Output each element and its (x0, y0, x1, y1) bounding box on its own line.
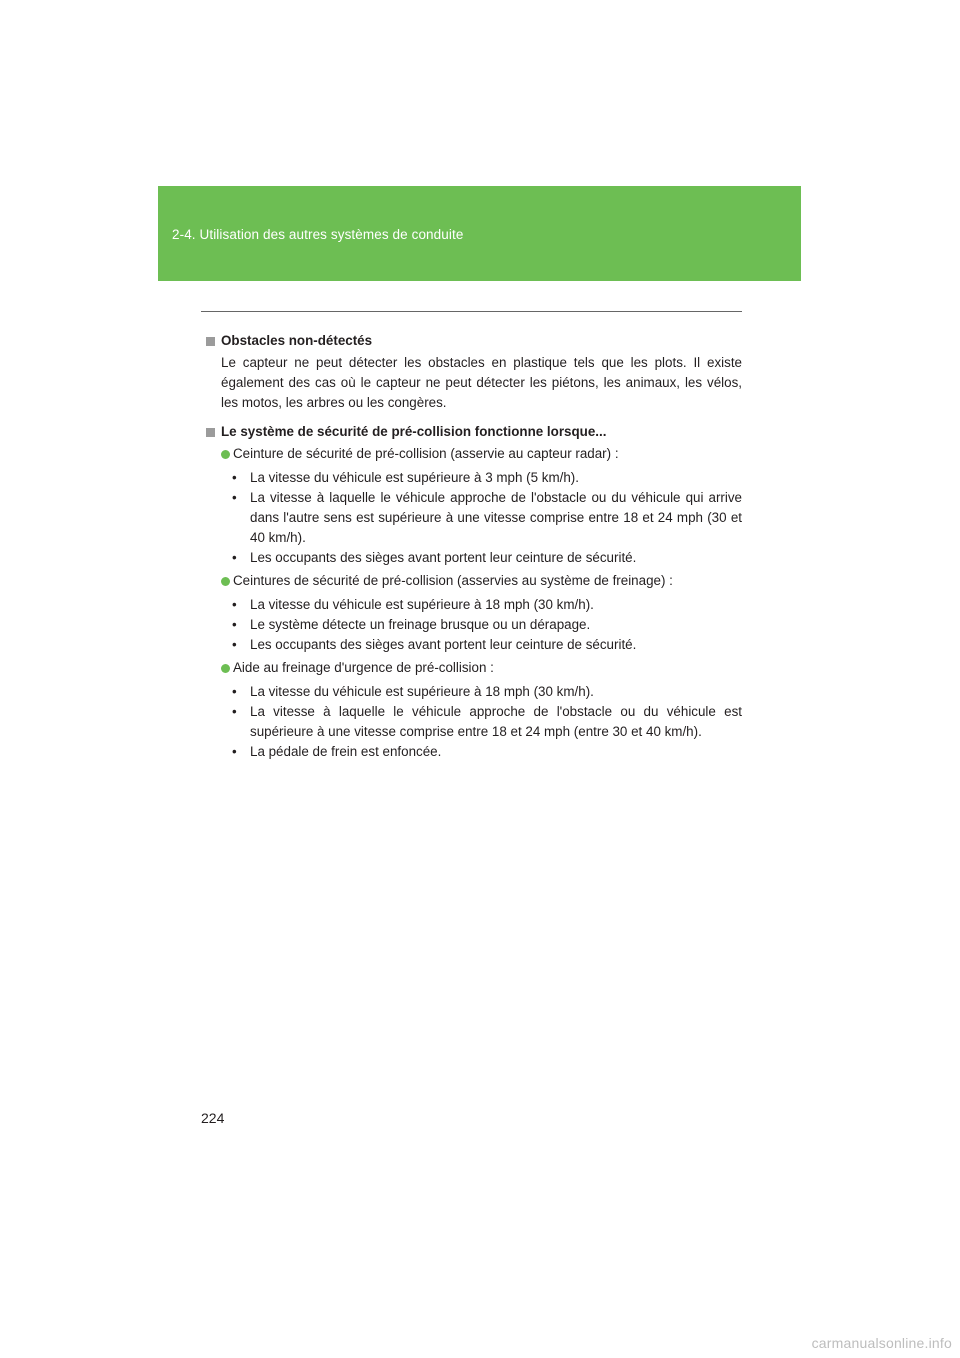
square-marker-icon (206, 428, 215, 437)
bullet-icon: • (232, 470, 237, 485)
subsection-title-brake-belt: Ceintures de sécurité de pré-collision (asservies au système de freinage) : (206, 571, 742, 591)
heading-obstacles: Obstacles non-détectés (206, 331, 742, 351)
list-item: • Le système détecte un freinage brusque ou un dérapage. (250, 615, 742, 635)
subsection-title-radar-belt: Ceinture de sécurité de pré-collision (asservie au capteur radar) : (206, 444, 742, 464)
bullet-icon: • (232, 637, 237, 652)
bullet-list-brake-assist (206, 682, 742, 762)
list-item: • La vitesse du véhicule est supérieure à 3 mph (5 km/h). (250, 468, 742, 488)
circle-bullet-icon (221, 577, 230, 586)
watermark: carmanualsonline.info (811, 1335, 952, 1351)
square-marker-icon (206, 337, 215, 346)
circle-bullet-icon (221, 450, 230, 459)
list-item: • La vitesse à laquelle le véhicule approche de l'obstacle ou du véhicule qui arrive dans l'autre sens est supérieure à une vitesse comprise entre 18 et 24 mph (30 et 40 km/h). (232, 490, 742, 545)
list-item: • Les occupants des sièges avant portent leur ceinture de sécurité. (250, 635, 742, 655)
bullet-icon: • (232, 744, 237, 759)
heading-system-activation: Le système de sécurité de pré-collision fonctionne lorsque... (206, 422, 742, 442)
page-number: 224 (201, 1110, 225, 1126)
bullet-icon: • (232, 704, 237, 719)
circle-bullet-icon (221, 664, 230, 673)
list-item: • La vitesse du véhicule est supérieure à 18 mph (30 km/h). (250, 682, 742, 702)
bullet-icon: • (232, 550, 237, 565)
bullet-list-radar-belt (206, 468, 742, 568)
bullet-icon: • (232, 597, 237, 612)
section-header-title: 2-4. Utilisation des autres systèmes de conduite (172, 227, 464, 242)
list-item: • La vitesse à laquelle le véhicule approche de l'obstacle ou du véhicule est supérieure à une vitesse comprise entre 18 et 24 mph (entre 30 et 40 km/h). (232, 704, 742, 739)
page-content (206, 331, 742, 765)
list-item: • Les occupants des sièges avant portent leur ceinture de sécurité. (250, 548, 742, 568)
section-header-band (158, 186, 801, 281)
subsection-title-brake-assist: Aide au freinage d'urgence de pré-collision : (206, 658, 742, 678)
paragraph-obstacles: Le capteur ne peut détecter les obstacles en plastique tels que les plots. Il existe également des cas où le capteur ne peut détecter les piétons, les animaux, les vélos, les motos, les arbres ou les congères. (221, 355, 742, 410)
list-item: • La pédale de frein est enfoncée. (250, 742, 742, 762)
bullet-icon: • (232, 617, 237, 632)
bullet-icon: • (232, 490, 237, 505)
bullet-icon: • (232, 684, 237, 699)
bullet-list-brake-belt (206, 595, 742, 655)
list-item: • La vitesse du véhicule est supérieure à 18 mph (30 km/h). (250, 595, 742, 615)
top-rule (201, 311, 742, 312)
